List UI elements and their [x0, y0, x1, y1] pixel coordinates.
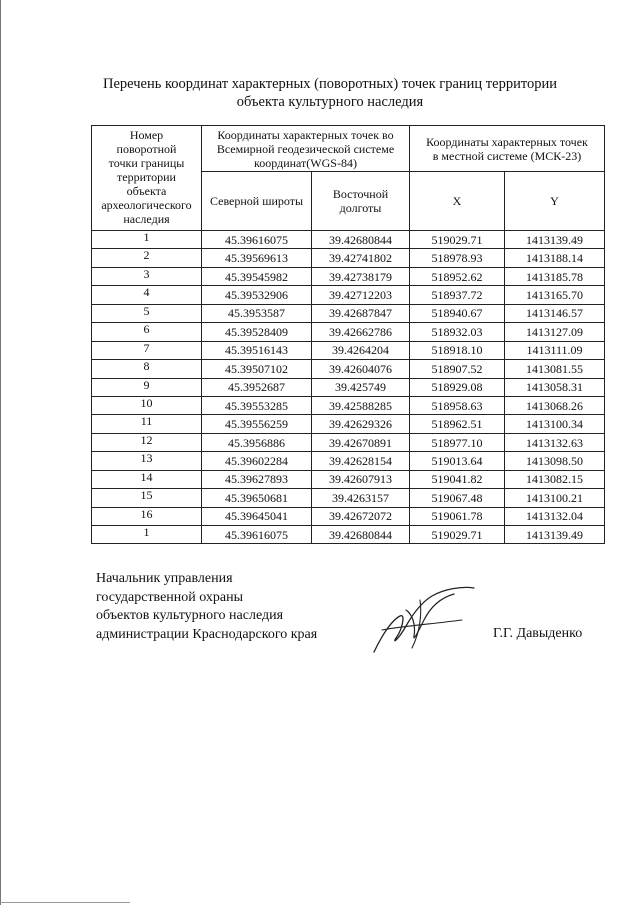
cell-point-number: 15: [92, 489, 202, 507]
handwritten-signature: [362, 580, 482, 660]
cell-east-longitude: 39.42588285: [312, 396, 410, 414]
cell-x: 518958.63: [410, 396, 505, 414]
cell-point-number: 1: [92, 231, 202, 249]
title-line-1: Перечень координат характерных (поворотных) точек границ территории: [102, 76, 558, 92]
document-title: [60, 75, 600, 111]
cell-east-longitude: 39.42680844: [312, 231, 410, 249]
cell-x: 519041.82: [410, 470, 505, 488]
cell-point-number: 3: [92, 267, 202, 285]
cell-east-longitude: 39.42628154: [312, 452, 410, 470]
table-row: [92, 433, 605, 451]
header-local-group: Координаты характерных точек в местной системе (МСК-23): [410, 126, 605, 172]
cell-y: 1413098.50: [505, 452, 605, 470]
cell-y: 1413139.49: [505, 231, 605, 249]
table-row: [92, 341, 605, 359]
cell-point-number: 9: [92, 378, 202, 396]
cell-north-latitude: 45.39532906: [202, 286, 312, 304]
cell-north-latitude: 45.39553285: [202, 396, 312, 414]
cell-point-number: 14: [92, 470, 202, 488]
cell-east-longitude: 39.4263157: [312, 489, 410, 507]
coordinates-table: [91, 125, 605, 544]
cell-north-latitude: 45.39556259: [202, 415, 312, 433]
table-row: [92, 267, 605, 285]
cell-north-latitude: 45.3952687: [202, 378, 312, 396]
title-line-2: объекта культурного наследия: [236, 94, 424, 110]
cell-point-number: 4: [92, 286, 202, 304]
cell-x: 519061.78: [410, 507, 505, 525]
position-line-4: администрации Краснодарского края: [96, 626, 318, 642]
cell-point-number: 16: [92, 507, 202, 525]
cell-y: 1413132.63: [505, 433, 605, 451]
table-row: [92, 304, 605, 322]
cell-east-longitude: 39.42670891: [312, 433, 410, 451]
cell-y: 1413185.78: [505, 267, 605, 285]
cell-x: 518918.10: [410, 341, 505, 359]
cell-east-longitude: 39.42680844: [312, 526, 410, 544]
table-row: [92, 323, 605, 341]
position-line-3: объектов культурного наследия: [96, 608, 284, 623]
cell-x: 518907.52: [410, 360, 505, 378]
cell-y: 1413165.70: [505, 286, 605, 304]
cell-east-longitude: 39.42741802: [312, 249, 410, 267]
cell-north-latitude: 45.39545982: [202, 267, 312, 285]
cell-point-number: 10: [92, 396, 202, 414]
table-row: [92, 507, 605, 525]
cell-x: 519029.71: [410, 526, 505, 544]
cell-point-number: 8: [92, 360, 202, 378]
cell-point-number: 7: [92, 341, 202, 359]
cell-point-number: 5: [92, 304, 202, 322]
table-row: [92, 378, 605, 396]
cell-point-number: 11: [92, 415, 202, 433]
cell-x: 518937.72: [410, 286, 505, 304]
header-x: X: [410, 172, 505, 231]
cell-y: 1413127.09: [505, 323, 605, 341]
cell-x: 518940.67: [410, 304, 505, 322]
cell-east-longitude: 39.4264204: [312, 341, 410, 359]
cell-point-number: 2: [92, 249, 202, 267]
cell-east-longitude: 39.42712203: [312, 286, 410, 304]
cell-east-longitude: 39.42672072: [312, 507, 410, 525]
cell-x: 518978.93: [410, 249, 505, 267]
cell-north-latitude: 45.39602284: [202, 452, 312, 470]
cell-point-number: 13: [92, 452, 202, 470]
table-body: [92, 231, 605, 544]
cell-y: 1413100.21: [505, 489, 605, 507]
cell-north-latitude: 45.39627893: [202, 470, 312, 488]
cell-east-longitude: 39.42662786: [312, 323, 410, 341]
cell-point-number: 1: [92, 526, 202, 544]
table-row: [92, 526, 605, 544]
cell-east-longitude: 39.42738179: [312, 267, 410, 285]
cell-y: 1413068.26: [505, 396, 605, 414]
signature-position-block: [96, 570, 317, 644]
header-row-1: [92, 126, 605, 172]
cell-east-longitude: 39.425749: [312, 378, 410, 396]
table-row: [92, 470, 605, 488]
table-row: [92, 286, 605, 304]
signer-name: Г.Г. Давыденко: [493, 626, 583, 641]
cell-y: 1413132.04: [505, 507, 605, 525]
header-point-number: Номер поворотной точки границы территории объекта археологического наследия: [92, 126, 202, 231]
header-east: Восточной долготы: [312, 172, 410, 231]
cell-north-latitude: 45.39616075: [202, 526, 312, 544]
cell-point-number: 6: [92, 323, 202, 341]
cell-point-number: 12: [92, 433, 202, 451]
cell-x: 518952.62: [410, 267, 505, 285]
cell-y: 1413188.14: [505, 249, 605, 267]
cell-east-longitude: 39.42604076: [312, 360, 410, 378]
header-north: Северной широты: [202, 172, 312, 231]
table-row: [92, 452, 605, 470]
table-row: [92, 489, 605, 507]
cell-north-latitude: 45.39650681: [202, 489, 312, 507]
cell-north-latitude: 45.39616075: [202, 231, 312, 249]
table-row: [92, 415, 605, 433]
cell-north-latitude: 45.39645041: [202, 507, 312, 525]
page-bottom-mark: [0, 902, 130, 903]
cell-x: 518929.08: [410, 378, 505, 396]
cell-east-longitude: 39.42607913: [312, 470, 410, 488]
cell-x: 519013.64: [410, 452, 505, 470]
cell-x: 519029.71: [410, 231, 505, 249]
cell-east-longitude: 39.42687847: [312, 304, 410, 322]
table-row: [92, 231, 605, 249]
cell-north-latitude: 45.39507102: [202, 360, 312, 378]
cell-y: 1413081.55: [505, 360, 605, 378]
page-left-border: [0, 0, 1, 905]
cell-north-latitude: 45.39569613: [202, 249, 312, 267]
cell-east-longitude: 39.42629326: [312, 415, 410, 433]
cell-north-latitude: 45.39516143: [202, 341, 312, 359]
cell-x: 518977.10: [410, 433, 505, 451]
cell-north-latitude: 45.3953587: [202, 304, 312, 322]
table-row: [92, 396, 605, 414]
position-line-2: государственной охраны: [96, 589, 244, 605]
cell-north-latitude: 45.3956886: [202, 433, 312, 451]
cell-y: 1413058.31: [505, 378, 605, 396]
position-line-1: Начальник управления: [96, 571, 233, 586]
cell-y: 1413139.49: [505, 526, 605, 544]
cell-y: 1413100.34: [505, 415, 605, 433]
cell-north-latitude: 45.39528409: [202, 323, 312, 341]
header-wgs-group: Координаты характерных точек во Всемирной геодезической системе координат(WGS-84): [202, 126, 410, 172]
cell-y: 1413082.15: [505, 470, 605, 488]
header-y: Y: [505, 172, 605, 231]
cell-x: 518932.03: [410, 323, 505, 341]
cell-x: 518962.51: [410, 415, 505, 433]
cell-y: 1413111.09: [505, 341, 605, 359]
table-row: [92, 249, 605, 267]
table-row: [92, 360, 605, 378]
cell-x: 519067.48: [410, 489, 505, 507]
cell-y: 1413146.57: [505, 304, 605, 322]
